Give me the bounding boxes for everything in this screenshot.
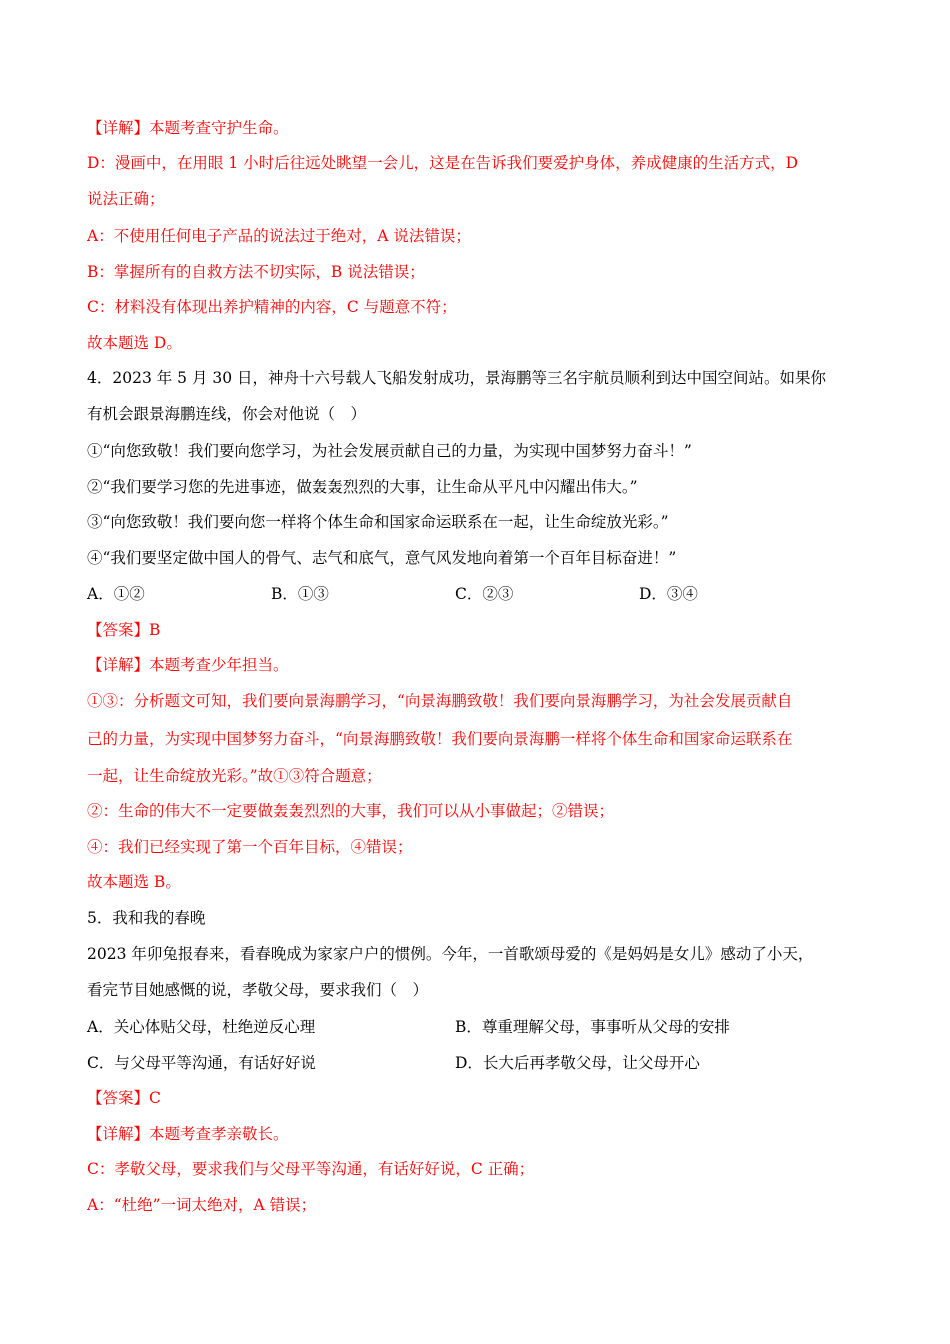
q3-analysis-title: 【详解】本题考查守护生命。 xyxy=(87,119,289,137)
q3-analysis-b: B：掌握所有的自救方法不切实际，B 说法错误； xyxy=(87,263,425,281)
q4-option-c: C．②③ xyxy=(455,585,514,603)
q4-option-d: D．③④ xyxy=(639,585,698,603)
q4-conclusion: 故本题选 B。 xyxy=(87,873,181,891)
q4-item-4: ④“我们要坚定做中国人的骨气、志气和底气，意气风发地向着第一个百年目标奋进！” xyxy=(87,549,677,567)
q3-conclusion: 故本题选 D。 xyxy=(87,334,182,352)
q4-item-3: ③“向您致敬！我们要向您一样将个体生命和国家命运联系在一起，让生命绽放光彩。” xyxy=(87,513,669,531)
q5-stem-line2: 看完节目她感慨的说，孝敬父母，要求我们（ ） xyxy=(87,981,429,999)
q5-option-d: D．长大后再孝敬父母，让父母开心 xyxy=(455,1054,700,1072)
q4-stem-line1: 4．2023 年 5 月 30 日，神舟十六号载人飞船发射成功，景海鹏等三名宇航员顺利到达中国空间站。如果你 xyxy=(87,369,827,387)
q5-analysis-a: A：“杜绝”一词太绝对，A 错误； xyxy=(87,1196,317,1214)
q4-option-b: B．①③ xyxy=(271,585,329,603)
q4-analysis-title: 【详解】本题考查少年担当。 xyxy=(87,656,289,674)
q5-analysis-c: C：孝敬父母，要求我们与父母平等沟通，有话好好说，C 正确； xyxy=(87,1160,535,1178)
q3-analysis-a: A：不使用任何电子产品的说法过于绝对，A 说法错误； xyxy=(87,227,471,245)
q4-answer: 【答案】B xyxy=(87,621,161,639)
q4-item-1: ①“向您致敬！我们要向您学习，为社会发展贡献自己的力量，为实现中国梦努力奋斗！” xyxy=(87,442,692,460)
q4-stem-line2: 有机会跟景海鹏连线，你会对他说（ ） xyxy=(87,405,367,423)
q4-analysis-13-line1: ①③：分析题文可知，我们要向景海鹏学习，“向景海鹏致敬！我们要向景海鹏学习，为社会发展贡献自 xyxy=(87,692,793,710)
q4-item-2: ②“我们要学习您的先进事迹，做轰轰烈烈的大事，让生命从平凡中闪耀出伟大。” xyxy=(87,478,638,496)
q4-analysis-2: ②：生命的伟大不一定要做轰轰烈烈的大事，我们可以从小事做起；②错误； xyxy=(87,802,615,820)
q4-analysis-13-line2: 己的力量，为实现中国梦努力奋斗，“向景海鹏致敬！我们要向景海鹏一样将个体生命和国家命运联系在 xyxy=(87,730,793,748)
q5-option-c: C．与父母平等沟通，有话好好说 xyxy=(87,1054,316,1072)
q5-stem-line1: 2023 年卯兔报春来，看春晚成为家家户户的惯例。今年，一首歌颂母爱的《是妈妈是女儿》感动了小天， xyxy=(87,945,814,963)
q5-title: 5．我和我的春晚 xyxy=(87,909,206,927)
q5-answer: 【答案】C xyxy=(87,1089,161,1107)
q3-analysis-c: C：材料没有体现出养护精神的内容，C 与题意不符； xyxy=(87,298,457,316)
q4-analysis-13-line3: 一起，让生命绽放光彩。”故①③符合题意； xyxy=(87,767,382,785)
q3-analysis-d-line1: D：漫画中，在用眼 1 小时后往远处眺望一会儿，这是在告诉我们要爱护身体，养成健康的生活方式，D xyxy=(87,154,799,172)
q5-analysis-title: 【详解】本题考查孝亲敬长。 xyxy=(87,1125,289,1143)
q5-option-b: B．尊重理解父母，事事听从父母的安排 xyxy=(455,1018,730,1036)
q4-analysis-4: ④：我们已经实现了第一个百年目标，④错误； xyxy=(87,838,413,856)
q5-option-a: A．关心体贴父母，杜绝逆反心理 xyxy=(87,1018,316,1036)
q4-option-a: A．①② xyxy=(87,585,145,603)
q3-analysis-d-line2: 说法正确； xyxy=(87,190,165,208)
